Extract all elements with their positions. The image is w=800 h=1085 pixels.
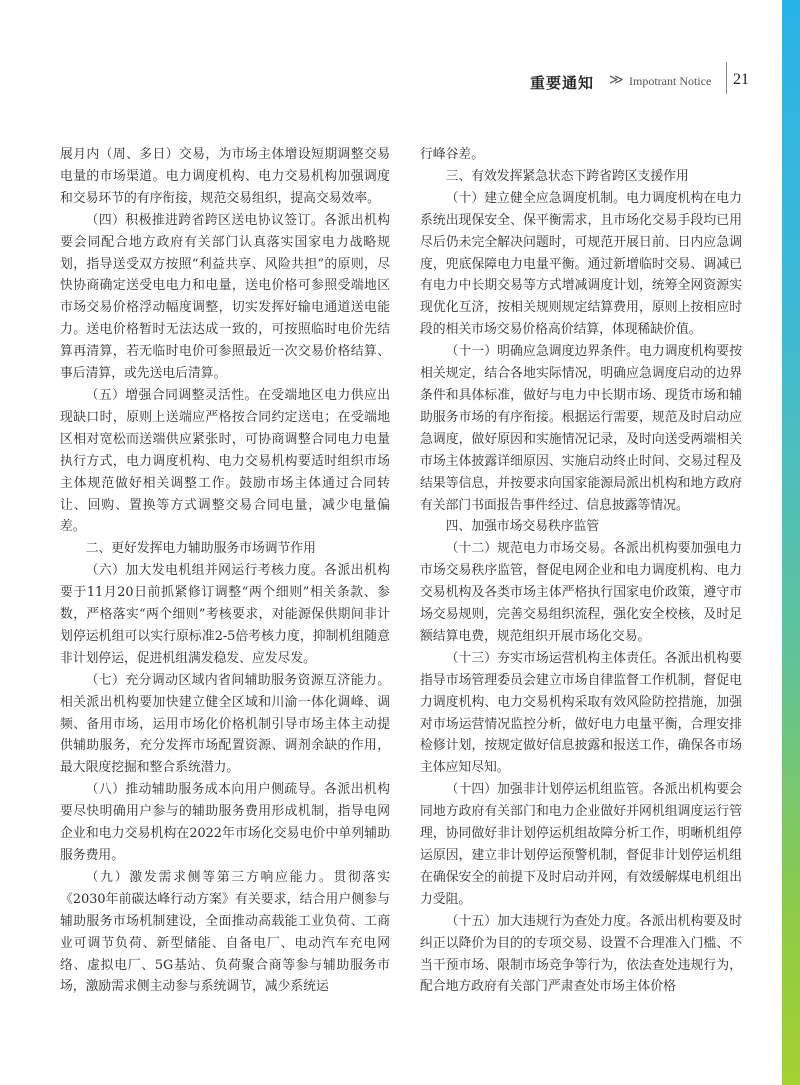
section-title-en: Impotrant Notice <box>629 74 712 88</box>
header-divider <box>726 62 727 94</box>
paragraph: （十四）加强非计划停运机组监管。各派出机构要会同地方政府有关部门和电力企业做好并网机组调度运行管理，协同做好非计划停运机组故障分析工作，明晰机组停运原因，建立非计划停运预警机制，督促非计划停运机组在确保安全的前提下及时启动并网，有效缓解煤电机组出力受阻。 <box>420 782 742 907</box>
section-title: 重要通知 <box>530 74 595 92</box>
paragraph: （七）充分调动区域内省间辅助服务资源互济能力。相关派出机构要加快建立健全区域和川渝一体化调峰、调频、备用市场，运用市场化价格机制引导市场主体主动提供辅助服务，充分发挥市场配置资源、调剂余缺的作用，最大限度挖掘和整合系统潜力。 <box>60 672 390 776</box>
paragraph: 展月内（周、多日）交易，为市场主体增设短期调整交易电量的市场渠道。电力调度机构、电力交易机构加强调度和交易环节的有序衔接，规范交易组织，提高交易效率。 <box>60 147 390 206</box>
paragraph: （十三）夯实市场运营机构主体责任。各派出机构要指导市场管理委员会建立市场自律监督工作机制，督促电力调度机构、电力交易机构采取有效风险防控措施，加强对市场运营情况监控分析，做好电力电量平衡，合理安排检修计划，按规定做好信息披露和报送工作，确保各市场主体应知尽知。 <box>420 650 742 776</box>
paragraph: （十五）加大违规行为查处力度。各派出机构要及时纠正以降价为目的的专项交易、设置不合理准入门槛、不当干预市场、限制市场竞争等行为，依法查处违规行为，配合地方政府有关部门严肃查处市场主体价格 <box>420 913 742 995</box>
paragraph: （十二）规范电力市场交易。各派出机构要加强电力市场交易秩序监管，督促电网企业和电力调度机构、电力交易机构及各类市场主体严格执行国家电价政策，遵守市场交易规则，完善交易组织流程，强化安全校核，及时足额结算电费，规范组织开展市场化交易。 <box>420 541 742 644</box>
page-number: 21 <box>733 71 749 88</box>
section-heading: 三、有效发挥紧急状态下跨省跨区支援作用 <box>445 168 689 184</box>
page-header <box>530 70 780 94</box>
section-heading: 四、加强市场交易秩序监管 <box>445 519 600 535</box>
paragraph: （九）激发需求侧等第三方响应能力。贯彻落实《2030年前碳达峰行动方案》有关要求，结合用户侧参与辅助服务市场机制建设，全面推动高载能工业负荷、工商业可调节负荷、新型储能、自备电厂、电动汽车充电网络、虚拟电厂、5G基站、负荷聚合商等参与辅助服务市场，激励需求侧主动参与系统调节，减少系统运 <box>60 869 390 995</box>
decorative-side-bar <box>782 0 800 1085</box>
right-column <box>420 144 742 998</box>
paragraph: （十一）明确应急调度边界条件。电力调度机构要按相关规定，结合各地实际情况，明确应急调度启动的边界条件和具体标准，做好与电力中长期市场、现货市场和辅助服务市场的有序衔接。根据运行需要，规范及时启动应急调度，做好原因和实施情况记录，及时向送受两端相关市场主体披露详细原因、实施启动终止时间、交易过程及结果等信息，并按要求向国家能源局派出机构和地方政府有关部门书面报告事件经过、信息披露等情况。 <box>420 344 742 513</box>
paragraph: （六）加大发电机组并网运行考核力度。各派出机构要于11月20日前抓紧修订调整“两个细则”相关条款、参数，严格落实“两个细则”考核要求，对能源保供期间非计划停运机组可以实行原标准2-5倍考核力度，抑制机组随意非计划停运，促进机组满发稳发、应发尽发。 <box>60 563 390 666</box>
paragraph: （四）积极推进跨省跨区送电协议签订。各派出机构要会同配合地方政府有关部门认真落实国家电力战略规划，指导送受双方按照“利益共享、风险共担”的原则，尽快协商确定送受电电力和电量，送电价格可参照受端地区市场交易价格浮动幅度调整，切实发挥好输电通道送电能力。送电价格暂时无法达成一致的，可按照临时电价先结算再清算，若无临时电价可参照最近一次交易价格结算、事后清算，或先送电后清算。 <box>60 212 390 382</box>
paragraph: （十）建立健全应急调度机制。电力调度机构在电力系统出现保安全、保平衡需求，且市场化交易手段均已用尽后仍未完全解决问题时，可规范开展日前、日内应急调度，兜底保障电力电量平衡。通过新增临时交易、调减已有电力中长期交易等方式增减调度计划，统筹全网资源实现优化互济，按相关规则规定结算费用，原则上按相应时段的相关市场交易价格高价结算，体现稀缺价值。 <box>420 190 742 338</box>
left-column <box>60 144 390 998</box>
paragraph: 行峰谷差。 <box>420 147 484 162</box>
double-chevron-icon: ≫ <box>609 72 624 88</box>
section-heading: 二、更好发挥电力辅助服务市场调节作用 <box>85 541 316 557</box>
paragraph: （八）推动辅助服务成本向用户侧疏导。各派出机构要尽快明确用户参与的辅助服务费用形成机制，指导电网企业和电力交易机构在2022年市场化交易电价中单列辅助服务费用。 <box>60 782 390 863</box>
paragraph: （五）增强合同调整灵活性。在受端地区电力供应出现缺口时，原则上送端应严格按合同约定送电；在受端地区相对宽松而送端供应紧张时，可协商调整合同电力电量执行方式，电力调度机构、电力交易机构要适时组织市场主体规范做好相关调整工作。鼓励市场主体通过合同转让、回购、置换等方式调整交易合同电量，减少电量偏差。 <box>60 387 390 535</box>
